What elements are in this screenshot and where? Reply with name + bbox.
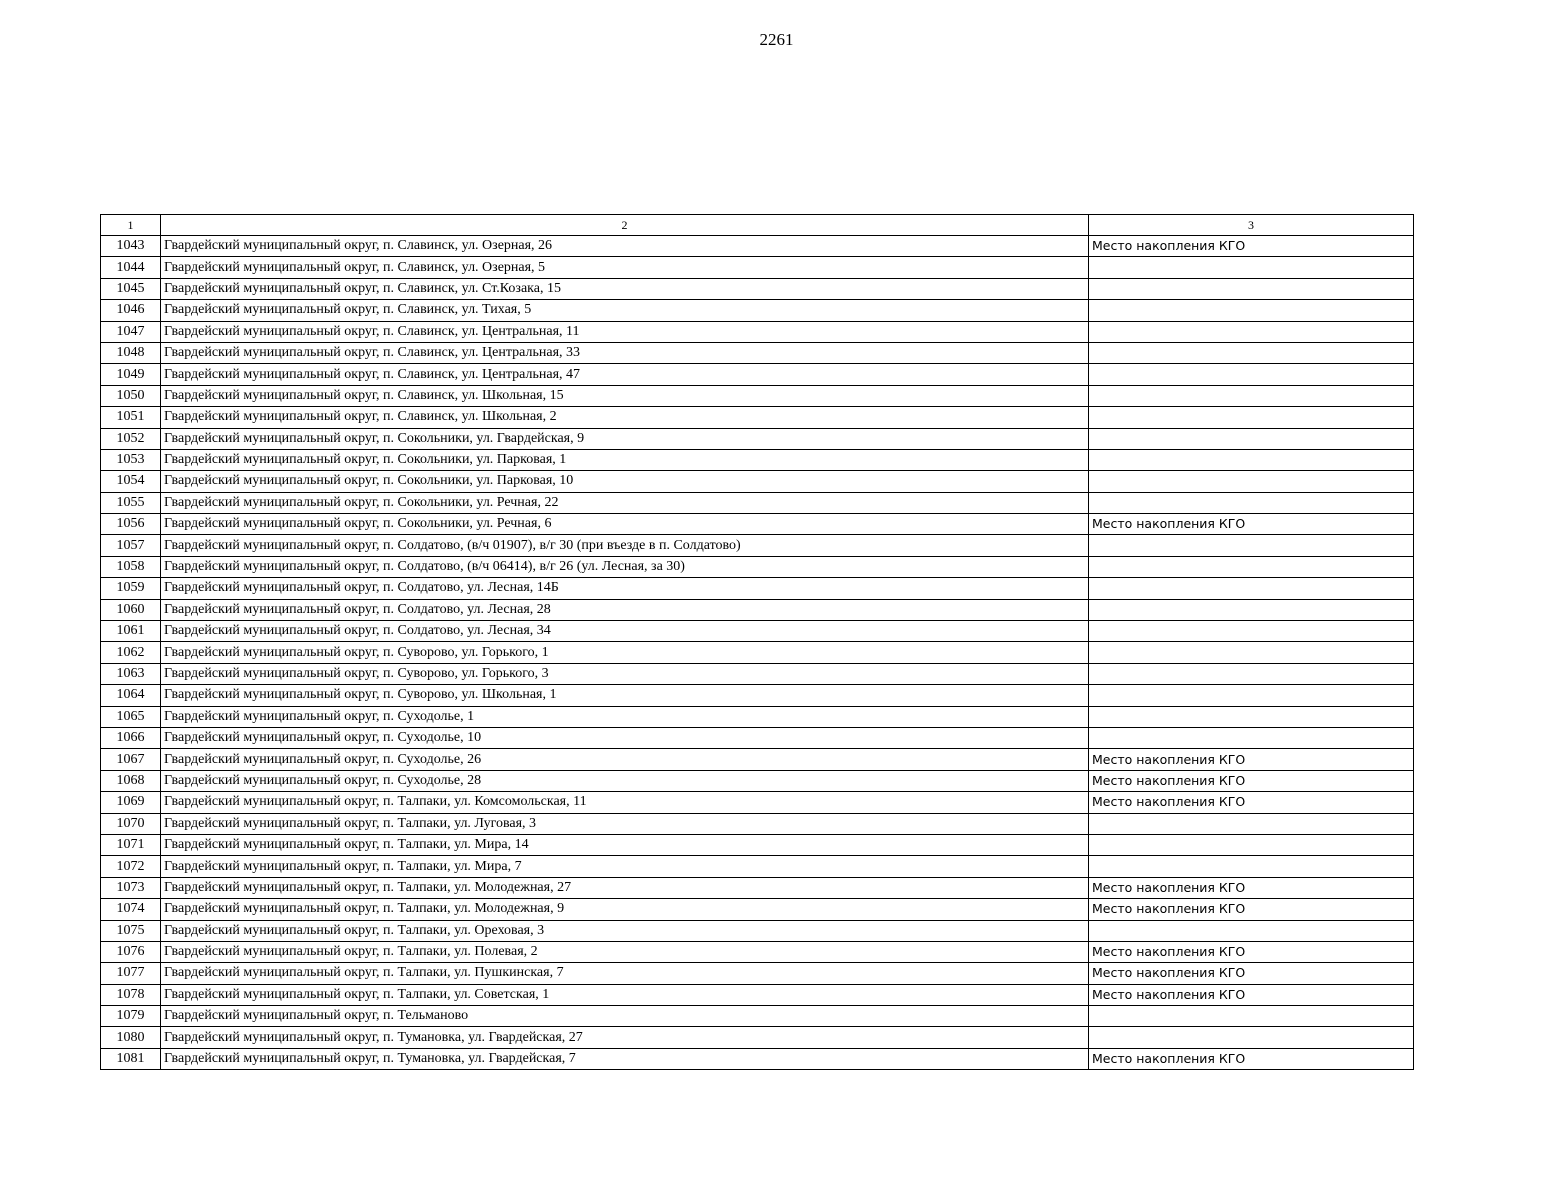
note-cell [1089,257,1414,278]
address-cell: Гвардейский муниципальный округ, п. Славинск, ул. Озерная, 5 [161,257,1089,278]
row-number-cell: 1070 [101,813,161,834]
note-cell [1089,556,1414,577]
table-row [101,685,1414,706]
note-cell: Место накопления КГО [1089,941,1414,962]
address-cell: Гвардейский муниципальный округ, п. Суворово, ул. Горького, 1 [161,642,1089,663]
note-cell [1089,492,1414,513]
row-number-cell: 1044 [101,257,161,278]
note-cell [1089,621,1414,642]
row-number-cell: 1057 [101,535,161,556]
address-cell: Гвардейский муниципальный округ, п. Славинск, ул. Ст.Козака, 15 [161,278,1089,299]
address-cell: Гвардейский муниципальный округ, п. Суходолье, 26 [161,749,1089,770]
note-cell: Место накопления КГО [1089,984,1414,1005]
table-row [101,492,1414,513]
note-cell [1089,1027,1414,1048]
note-cell [1089,471,1414,492]
row-number-cell: 1047 [101,321,161,342]
address-cell: Гвардейский муниципальный округ, п. Талпаки, ул. Мира, 7 [161,856,1089,877]
note-cell [1089,856,1414,877]
address-cell: Гвардейский муниципальный округ, п. Славинск, ул. Центральная, 33 [161,342,1089,363]
note-cell: Место накопления КГО [1089,899,1414,920]
table-row [101,963,1414,984]
table-row [101,813,1414,834]
row-number-cell: 1069 [101,792,161,813]
note-cell [1089,300,1414,321]
note-cell: Место накопления КГО [1089,514,1414,535]
table-row [101,578,1414,599]
row-number-cell: 1076 [101,941,161,962]
note-cell [1089,813,1414,834]
address-cell: Гвардейский муниципальный округ, п. Талпаки, ул. Молодежная, 9 [161,899,1089,920]
note-cell [1089,364,1414,385]
row-number-cell: 1060 [101,599,161,620]
address-cell: Гвардейский муниципальный округ, п. Тельманово [161,1006,1089,1027]
page-number: 2261 [759,30,794,49]
note-cell [1089,663,1414,684]
table-row [101,364,1414,385]
address-cell: Гвардейский муниципальный округ, п. Сокольники, ул. Парковая, 1 [161,449,1089,470]
address-cell: Гвардейский муниципальный округ, п. Славинск, ул. Озерная, 26 [161,236,1089,257]
row-number-cell: 1058 [101,556,161,577]
table-row [101,599,1414,620]
row-number-cell: 1054 [101,471,161,492]
table-row [101,834,1414,855]
note-cell [1089,449,1414,470]
note-cell: Место накопления КГО [1089,1048,1414,1069]
table-row [101,236,1414,257]
address-cell: Гвардейский муниципальный округ, п. Талпаки, ул. Мира, 14 [161,834,1089,855]
table-row [101,792,1414,813]
address-cell: Гвардейский муниципальный округ, п. Талпаки, ул. Комсомольская, 11 [161,792,1089,813]
note-cell [1089,599,1414,620]
table-row [101,428,1414,449]
note-cell: Место накопления КГО [1089,877,1414,898]
row-number-cell: 1075 [101,920,161,941]
row-number-cell: 1068 [101,770,161,791]
note-cell [1089,321,1414,342]
row-number-cell: 1067 [101,749,161,770]
table-row [101,899,1414,920]
note-cell: Место накопления КГО [1089,963,1414,984]
row-number-cell: 1055 [101,492,161,513]
note-cell [1089,834,1414,855]
row-number-cell: 1066 [101,727,161,748]
row-number-cell: 1045 [101,278,161,299]
table-row [101,321,1414,342]
note-cell [1089,920,1414,941]
document-table [100,214,1414,1070]
table-row [101,663,1414,684]
row-number-cell: 1078 [101,984,161,1005]
row-number-cell: 1074 [101,899,161,920]
table-row [101,621,1414,642]
table-row [101,856,1414,877]
row-number-cell: 1077 [101,963,161,984]
address-cell: Гвардейский муниципальный округ, п. Тумановка, ул. Гвардейская, 7 [161,1048,1089,1069]
row-number-cell: 1072 [101,856,161,877]
address-cell: Гвардейский муниципальный округ, п. Солдатово, ул. Лесная, 34 [161,621,1089,642]
table-row [101,642,1414,663]
table-header-row [101,215,1414,236]
note-cell [1089,578,1414,599]
row-number-cell: 1049 [101,364,161,385]
row-number-cell: 1071 [101,834,161,855]
note-cell: Место накопления КГО [1089,770,1414,791]
table-row [101,749,1414,770]
table-row [101,300,1414,321]
address-cell: Гвардейский муниципальный округ, п. Талпаки, ул. Луговая, 3 [161,813,1089,834]
row-number-cell: 1043 [101,236,161,257]
address-cell: Гвардейский муниципальный округ, п. Талпаки, ул. Ореховая, 3 [161,920,1089,941]
table-row [101,941,1414,962]
address-cell: Гвардейский муниципальный округ, п. Суходолье, 10 [161,727,1089,748]
note-cell [1089,642,1414,663]
table-body [101,215,1414,1070]
row-number-cell: 1053 [101,449,161,470]
address-cell: Гвардейский муниципальный округ, п. Сокольники, ул. Гвардейская, 9 [161,428,1089,449]
row-number-cell: 1065 [101,706,161,727]
row-number-cell: 1059 [101,578,161,599]
table-row [101,449,1414,470]
note-cell [1089,1006,1414,1027]
table-row [101,407,1414,428]
address-cell: Гвардейский муниципальный округ, п. Сокольники, ул. Речная, 6 [161,514,1089,535]
address-cell: Гвардейский муниципальный округ, п. Славинск, ул. Школьная, 15 [161,385,1089,406]
table-row [101,385,1414,406]
row-number-cell: 1081 [101,1048,161,1069]
row-number-cell: 1050 [101,385,161,406]
address-cell: Гвардейский муниципальный округ, п. Талпаки, ул. Советская, 1 [161,984,1089,1005]
address-cell: Гвардейский муниципальный округ, п. Сокольники, ул. Речная, 22 [161,492,1089,513]
note-cell [1089,385,1414,406]
address-cell: Гвардейский муниципальный округ, п. Солдатово, (в/ч 06414), в/г 26 (ул. Лесная, за 30) [161,556,1089,577]
table-row [101,1006,1414,1027]
table-row [101,706,1414,727]
note-cell [1089,407,1414,428]
table-row [101,984,1414,1005]
row-number-cell: 1048 [101,342,161,363]
table-row [101,342,1414,363]
table-row [101,1027,1414,1048]
row-number-cell: 1064 [101,685,161,706]
address-cell: Гвардейский муниципальный округ, п. Талпаки, ул. Пушкинская, 7 [161,963,1089,984]
table-row [101,727,1414,748]
address-cell: Гвардейский муниципальный округ, п. Славинск, ул. Тихая, 5 [161,300,1089,321]
note-cell [1089,727,1414,748]
address-cell: Гвардейский муниципальный округ, п. Солдатово, ул. Лесная, 14Б [161,578,1089,599]
note-cell [1089,342,1414,363]
row-number-cell: 1063 [101,663,161,684]
table-row [101,257,1414,278]
address-cell: Гвардейский муниципальный округ, п. Славинск, ул. Школьная, 2 [161,407,1089,428]
address-cell: Гвардейский муниципальный округ, п. Сокольники, ул. Парковая, 10 [161,471,1089,492]
address-cell: Гвардейский муниципальный округ, п. Суходолье, 1 [161,706,1089,727]
table-row [101,556,1414,577]
note-cell: Место накопления КГО [1089,749,1414,770]
address-cell: Гвардейский муниципальный округ, п. Суворово, ул. Школьная, 1 [161,685,1089,706]
row-number-cell: 1080 [101,1027,161,1048]
table-row [101,770,1414,791]
table-row [101,920,1414,941]
address-cell: Гвардейский муниципальный округ, п. Талпаки, ул. Полевая, 2 [161,941,1089,962]
row-number-cell: 1056 [101,514,161,535]
address-cell: Гвардейский муниципальный округ, п. Тумановка, ул. Гвардейская, 27 [161,1027,1089,1048]
address-cell: Гвардейский муниципальный округ, п. Славинск, ул. Центральная, 11 [161,321,1089,342]
note-cell [1089,706,1414,727]
row-number-cell: 1051 [101,407,161,428]
note-cell [1089,278,1414,299]
header-cell-2: 2 [161,215,1089,236]
row-number-cell: 1062 [101,642,161,663]
note-cell [1089,535,1414,556]
address-cell: Гвардейский муниципальный округ, п. Талпаки, ул. Молодежная, 27 [161,877,1089,898]
table-row [101,514,1414,535]
row-number-cell: 1079 [101,1006,161,1027]
table-row [101,1048,1414,1069]
table-row [101,877,1414,898]
row-number-cell: 1073 [101,877,161,898]
address-cell: Гвардейский муниципальный округ, п. Суворово, ул. Горького, 3 [161,663,1089,684]
row-number-cell: 1052 [101,428,161,449]
address-cell: Гвардейский муниципальный округ, п. Солдатово, (в/ч 01907), в/г 30 (при въезде в п. Солдатово) [161,535,1089,556]
table-row [101,278,1414,299]
address-cell: Гвардейский муниципальный округ, п. Славинск, ул. Центральная, 47 [161,364,1089,385]
header-cell-1: 1 [101,215,161,236]
table-row [101,471,1414,492]
header-cell-3: 3 [1089,215,1414,236]
note-cell: Место накопления КГО [1089,236,1414,257]
address-cell: Гвардейский муниципальный округ, п. Солдатово, ул. Лесная, 28 [161,599,1089,620]
row-number-cell: 1046 [101,300,161,321]
address-cell: Гвардейский муниципальный округ, п. Суходолье, 28 [161,770,1089,791]
table-row [101,535,1414,556]
note-cell: Место накопления КГО [1089,792,1414,813]
note-cell [1089,428,1414,449]
row-number-cell: 1061 [101,621,161,642]
note-cell [1089,685,1414,706]
